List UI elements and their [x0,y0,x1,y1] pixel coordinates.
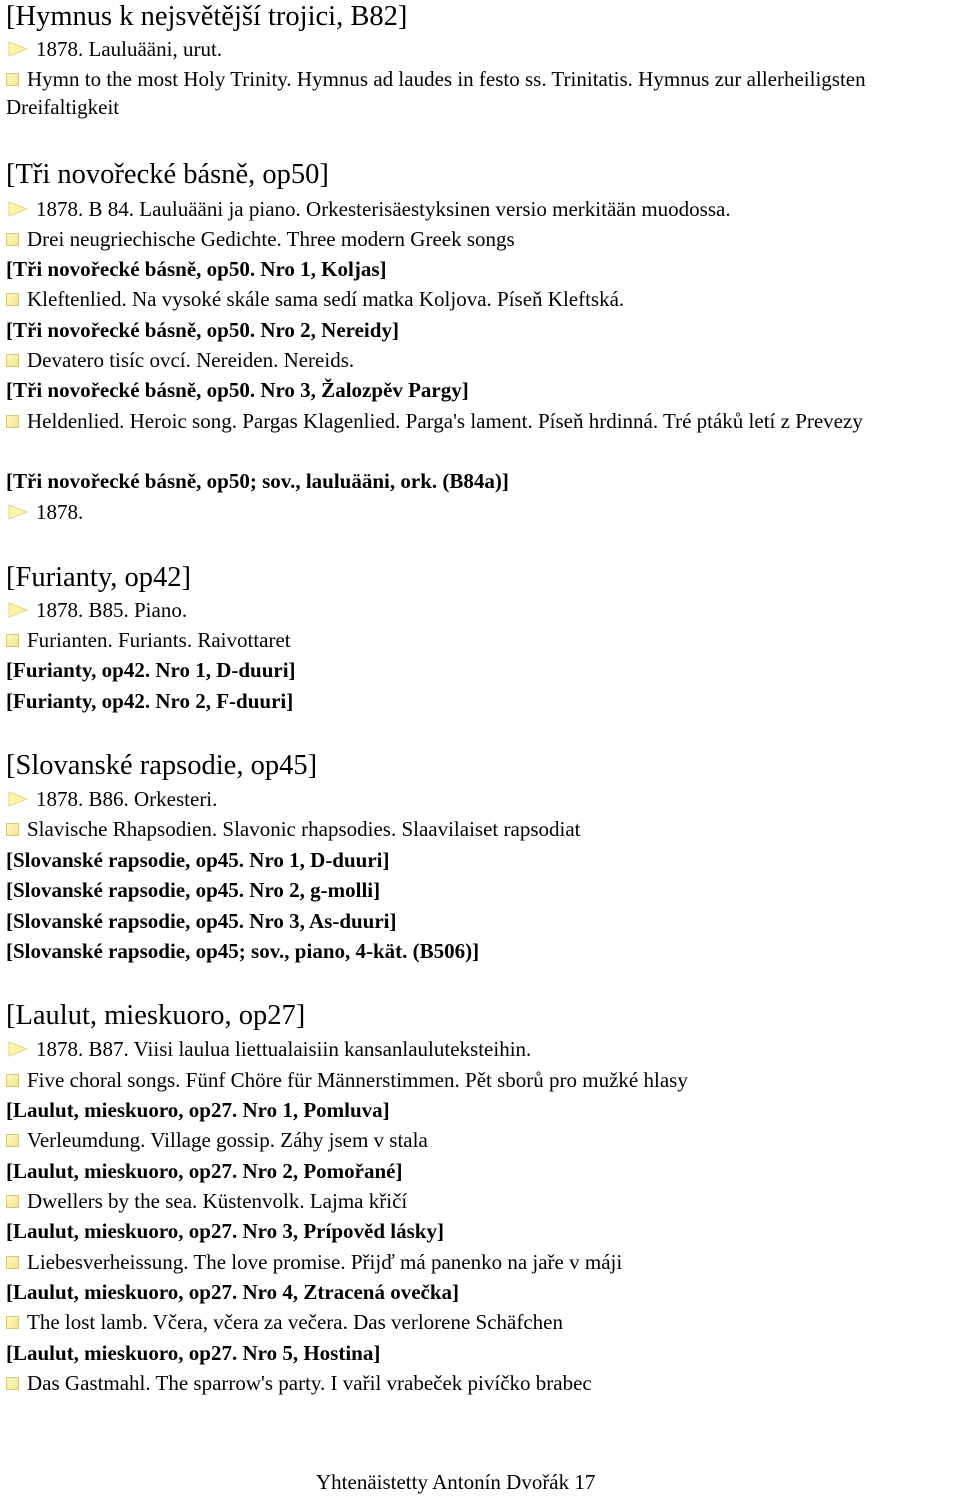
entry-text: [Laulut, mieskuoro, op27. Nro 5, Hostina] [6,1341,381,1365]
sub-work-heading [6,467,960,495]
sub-work-heading [6,1217,960,1245]
sub-work-heading [6,1096,960,1124]
entry-text: [Slovanské rapsodie, op45. Nro 1, D-duuri] [6,848,390,872]
entry-text: Verleumdung. Village gossip. Záhy jsem v stala [27,1128,428,1152]
alt-titles-entry [6,1126,960,1154]
alt-titles-entry [6,1066,960,1094]
sub-work-heading [6,255,960,283]
entry-text: [Furianty, op42. Nro 2, F-duuri] [6,689,294,713]
entry-text: [Laulut, mieskuoro, op27. Nro 4, Ztracená ovečka] [6,1280,460,1304]
entry-text: Devatero tisíc ovcí. Nereiden. Nereids. [27,348,355,372]
sub-work-heading [6,937,960,965]
square-bullet-icon [6,1134,19,1147]
entry-text: 1878. B86. Orkesteri. [36,787,218,811]
work-heading [6,999,960,1033]
page-footer: Yhtenäistetty Antonín Dvořák 17 [316,1470,596,1494]
alt-titles-entry [6,815,960,843]
entry-text: [Tři novořecké básně, op50. Nro 1, Koljas] [6,257,387,281]
entry-text: [Furianty, op42. Nro 1, D-duuri] [6,658,296,682]
sub-work-heading [6,876,960,904]
entry-text: Drei neugriechische Gedichte. Three modern Greek songs [27,227,515,251]
work-heading [6,0,960,34]
square-bullet-icon [6,1195,19,1208]
sub-work-heading [6,1278,960,1306]
entry-text: [Slovanské rapsodie, op45; sov., piano, 4-kät. (B506)] [6,939,480,963]
alt-titles-entry [6,1248,960,1276]
square-bullet-icon [6,293,19,306]
alt-titles-entry [6,626,960,654]
alt-titles-entry [6,285,960,313]
alt-titles-entry [6,346,960,374]
entry-text: [Laulut, mieskuoro, op27. Nro 3, Prípověd lásky] [6,1219,444,1243]
entry-text: Kleftenlied. Na vysoké skále sama sedí matka Koljova. Píseň Kleftská. [27,287,625,311]
entry-text: Hymn to the most Holy Trinity. Hymnus ad laudes in festo ss. Trinitatis. Hymnus zur allerheiligsten Dreifaltigkeit [6,67,866,119]
play-triangle-icon [8,1041,28,1057]
entry-text: Liebesverheissung. The love promise. Přijď má panenko na jaře v máji [27,1250,623,1274]
work-heading [6,561,960,595]
entry-text: Five choral songs. Fünf Chöre für Männerstimmen. Pět sborů pro mužké hlasy [27,1068,688,1092]
square-bullet-icon [6,1377,19,1390]
sub-work-heading [6,846,960,874]
play-triangle-icon [8,791,28,807]
alt-titles-entry [6,1369,960,1397]
square-bullet-icon [6,354,19,367]
entry-text: [Slovanské rapsodie, op45] [6,750,318,781]
play-triangle-icon [8,201,28,217]
work-heading [6,158,960,192]
alt-titles-entry [6,65,960,121]
square-bullet-icon [6,1316,19,1329]
sub-work-heading [6,1339,960,1367]
date-entry [6,785,960,813]
entry-text: [Laulut, mieskuoro, op27. Nro 1, Pomluva] [6,1098,390,1122]
sub-work-heading [6,656,960,684]
entry-text: [Slovanské rapsodie, op45. Nro 2, g-molli] [6,878,381,902]
square-bullet-icon [6,634,19,647]
work-heading [6,749,960,783]
square-bullet-icon [6,73,19,86]
entry-text: [Laulut, mieskuoro, op27] [6,1000,306,1031]
square-bullet-icon [6,415,19,428]
sub-work-heading [6,907,960,935]
square-bullet-icon [6,1256,19,1269]
play-triangle-icon [8,504,28,520]
date-entry [6,1035,960,1063]
entry-text: Slavische Rhapsodien. Slavonic rhapsodies. Slaavilaiset rapsodiat [27,817,581,841]
square-bullet-icon [6,233,19,246]
date-entry [6,596,960,624]
alt-titles-entry [6,1187,960,1215]
entry-text: [Tři novořecké básně, op50. Nro 2, Nereidy] [6,318,399,342]
entry-text: The lost lamb. Včera, včera za večera. Das verlorene Schäfchen [27,1310,563,1334]
alt-titles-entry [6,225,960,253]
entry-text: [Tři novořecké básně, op50; sov., lauluääni, ork. (B84a)] [6,469,509,493]
sub-work-heading [6,316,960,344]
entry-text: [Laulut, mieskuoro, op27. Nro 2, Pomořané] [6,1159,403,1183]
entry-text: 1878. B87. Viisi laulua liettualaisiin kansanlauluteksteihin. [36,1037,532,1061]
sub-work-heading [6,1157,960,1185]
entry-text: Furianten. Furiants. Raivottaret [27,628,291,652]
sub-work-heading [6,376,960,404]
entry-text: 1878. [36,500,84,524]
entry-text: Das Gastmahl. The sparrow's party. I vařil vrabeček pivíčko brabec [27,1371,592,1395]
entry-text: Dwellers by the sea. Küstenvolk. Lajma křičí [27,1189,408,1213]
entry-text: [Hymnus k nejsvětější trojici, B82] [6,1,408,32]
entry-text: [Tři novořecké básně, op50. Nro 3, Žalozpěv Pargy] [6,378,469,402]
alt-titles-entry [6,407,960,435]
entry-text: [Furianty, op42] [6,562,191,593]
entry-text: Heldenlied. Heroic song. Pargas Klagenlied. Parga's lament. Píseň hrdinná. Tré ptáků letí z Prevezy [27,409,863,433]
entry-text: 1878. Lauluääni, urut. [36,37,223,61]
sub-work-heading [6,687,960,715]
entry-text: [Tři novořecké básně, op50] [6,159,329,190]
square-bullet-icon [6,1074,19,1087]
date-entry [6,195,960,223]
alt-titles-entry [6,1308,960,1336]
date-entry [6,498,960,526]
entry-text: 1878. B85. Piano. [36,598,188,622]
square-bullet-icon [6,823,19,836]
entry-text: [Slovanské rapsodie, op45. Nro 3, As-duuri] [6,909,397,933]
date-entry [6,35,960,63]
entry-text: 1878. B 84. Lauluääni ja piano. Orkesterisäestyksinen versio merkitään muodossa. [36,197,731,221]
play-triangle-icon [8,41,28,57]
play-triangle-icon [8,602,28,618]
